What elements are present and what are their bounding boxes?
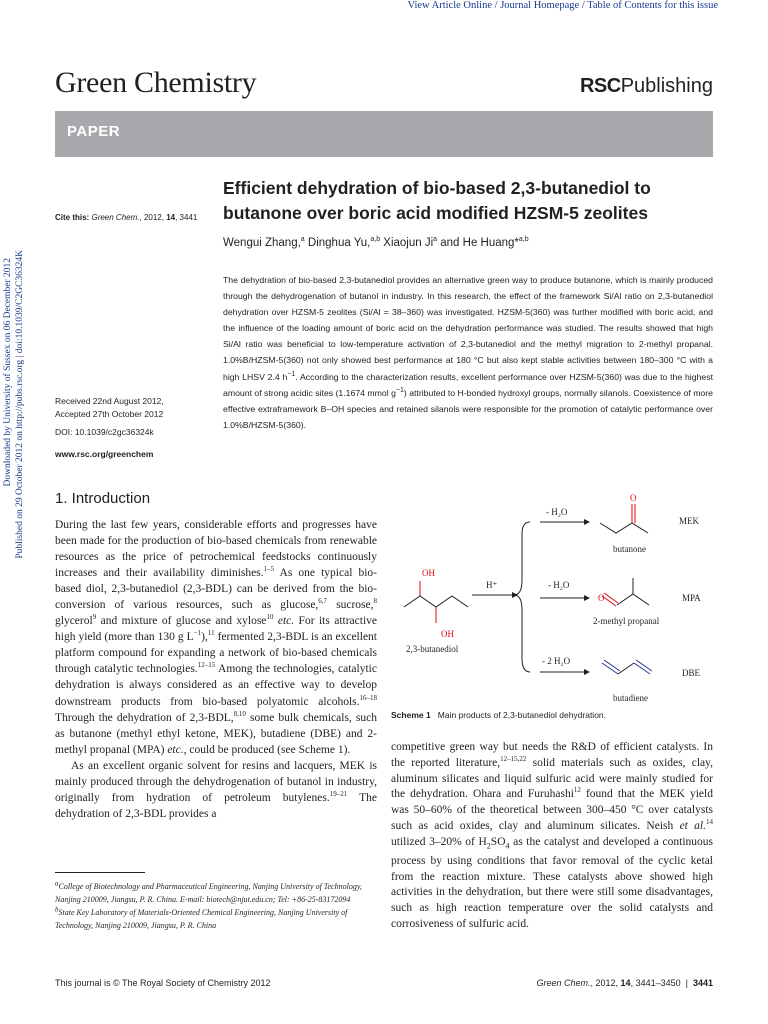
received-date: Received 22nd August 2012,	[55, 396, 164, 406]
copyright-footer: This journal is © The Royal Society of Chemistry 2012	[55, 978, 271, 988]
body-text: competitive green way but needs the R&D of efficient catalysts. In the reported literature,	[391, 741, 713, 769]
doi-link[interactable]: Published on 29 October 2012 on http://pubs.rsc.org | doi:10.1039/C2GC36324K	[15, 250, 25, 559]
footer-pages: , 3441–3450	[630, 978, 681, 988]
cite-page: , 3441	[175, 213, 198, 222]
author-list	[223, 237, 529, 249]
body-text: SO	[490, 835, 506, 848]
reference-citation[interactable]: 6,7	[318, 597, 328, 606]
body-text: etc.	[167, 743, 184, 756]
reference-citation[interactable]: 9	[92, 613, 97, 622]
view-article-link[interactable]: View Article Online	[407, 0, 493, 11]
body-text: The dehydration of 2,3-BDL provides a	[55, 791, 378, 820]
journal-name: Green Chemistry	[55, 66, 257, 99]
body-text: sucrose,	[327, 599, 374, 612]
affiliation-footnotes	[55, 880, 375, 932]
reference-citation[interactable]: 12–15	[197, 661, 216, 670]
butadiene-structure	[602, 660, 652, 674]
paragraph	[55, 517, 377, 758]
water-loss-label: - H₂O	[546, 507, 568, 517]
cite-label: Cite this:	[55, 213, 90, 222]
cite-this	[55, 213, 197, 222]
footnote-a	[55, 880, 375, 906]
butanediol-structure	[404, 581, 468, 623]
received-dates	[55, 395, 164, 421]
branch-brace	[514, 522, 530, 672]
body-text: For its attractive high yield (more than 130 g L	[55, 615, 377, 644]
affiliation-marker: a	[300, 236, 305, 244]
mpa-abbr: MPA	[682, 593, 701, 603]
download-info: Downloaded by University of Sussex on 06 December 2012	[3, 258, 13, 487]
reactant-label: 2,3-butanediol	[406, 644, 459, 654]
reference-citation[interactable]: 1–5	[263, 565, 275, 574]
journal-homepage-link[interactable]: Journal Homepage	[500, 0, 580, 11]
top-links	[408, 0, 719, 11]
affiliation-marker: a	[433, 236, 438, 244]
publisher-rsc: RSC	[579, 75, 621, 97]
introduction-body	[55, 517, 377, 822]
subscript: 2	[486, 841, 491, 851]
journal-url-link[interactable]: www.rsc.org/greenchem	[55, 449, 154, 459]
reference-citation[interactable]: 12	[573, 786, 581, 795]
abstract-text: The dehydration of bio-based 2,3-butanediol provides an alternative green way to produce butanone, which is mainly produced through the dehydrogenation of butanol in industry. In this research, the effect of the framework Si/Al ratio on 2,3-butanediol dehydration over HZSM-5 zeolites (Si/Al = 38–360) was investigated. HZSM-5(360) was further modified with boric acid, and the influence of the loading amount of boric acid on the dehydration performance was studied. The results showed that high Si/Al ratio was beneficial to low-temperature activation of 2,3-butanediol and the methyl migration to 2-methyl propanal. 1.0%B/HZSM-5(360) not only showed best performance at 180 °C but also kept stable activities between 180–300 °C with a high LHSV 2.4 h	[223, 275, 713, 382]
subscript: 4	[505, 841, 510, 851]
publisher-logo	[580, 75, 713, 98]
mek-abbr: MEK	[679, 516, 699, 526]
page-number: 3441	[692, 978, 713, 988]
superscript: −1	[395, 386, 404, 394]
arrowhead	[584, 595, 590, 601]
footnote-text: College of Biotechnology and Pharmaceutical Engineering, Nanjing University of Technology, Nanjing 210009, Jiangsu, P. R. China. E-mail: biotech@njut.edu.cn; Tel: +86-25-83172094	[55, 882, 362, 905]
arrowhead	[584, 669, 590, 675]
cite-journal: Green Chem.	[91, 213, 140, 222]
toc-link[interactable]: Table of Contents for this issue	[587, 0, 718, 11]
doi: DOI: 10.1039/c2gc36324k	[55, 427, 154, 437]
section-heading-introduction: 1. Introduction	[55, 490, 151, 507]
article-type-label: PAPER	[67, 123, 121, 140]
body-text: During the last few years, considerable efforts and progresses have been made for the production of bio-based chemicals from renewable resources as the price of petrochemical feedstocks continuously increases and their availability diminishes.	[55, 519, 377, 580]
reference-citation[interactable]: 8,10	[233, 709, 246, 718]
reference-citation[interactable]: 10	[266, 613, 274, 622]
footnote-divider	[55, 872, 145, 873]
footnote-b	[55, 906, 375, 932]
scheme-caption-text: Main products of 2,3-butanediol dehydration.	[437, 710, 607, 720]
cite-volume: 14	[166, 213, 176, 222]
butanone-label: butanone	[613, 544, 646, 554]
affiliation-marker: a	[55, 879, 59, 888]
footer-separator: |	[680, 978, 693, 988]
h-plus-label: H⁺	[486, 580, 498, 590]
affiliation-marker: a,b	[370, 236, 381, 244]
water-loss-label: - 2 H₂O	[542, 656, 571, 666]
body-text: solid materials such as oxides, clay, aluminum silicates and liquid sulfuric acid were mainly studied for the dehydration. Ohara and Furuhashi	[391, 756, 713, 801]
abstract-text: ) attributed to H-bonded hydroxyl groups, normally silanols. Coexistence of more effective extraframework B–OH species and retained silanols were responsible for the promotion of catalytic performance over 1.0%B/HZSM-5(360).	[223, 387, 713, 430]
aldehyde-o-label: O	[598, 593, 605, 603]
superscript: −1	[193, 629, 202, 638]
body-text: utilized 3–20% of H	[391, 835, 487, 848]
oh-label-top: OH	[422, 568, 435, 578]
affiliation-marker: b	[55, 905, 59, 914]
reference-citation[interactable]: 12–15,22	[500, 754, 527, 763]
reference-citation[interactable]: 16–18	[359, 693, 377, 702]
reference-citation[interactable]: 14	[706, 818, 713, 827]
abstract-text: . According to the characterization results, excellent performance over HZSM-5(360) was due to the highest amount of strong acidic sites (1.1674 mmol g	[223, 371, 713, 398]
arrowhead	[584, 519, 590, 525]
publisher-rest: Publishing	[620, 75, 713, 97]
right-column-body	[391, 740, 713, 933]
footer-volume: 14	[620, 978, 631, 988]
reference-citation[interactable]: 19–21	[329, 789, 348, 798]
body-text: Through the dehydration of 2,3-BDL,	[55, 711, 234, 724]
link-separator: /	[492, 0, 501, 11]
cite-year: , 2012,	[139, 213, 167, 222]
author-name: Xiaojun Ji	[380, 237, 434, 249]
scheme-label: Scheme 1	[391, 710, 431, 720]
water-loss-label: - H₂O	[548, 580, 570, 590]
butadiene-label: butadiene	[613, 693, 648, 703]
abstract	[223, 272, 713, 433]
carbonyl-o-label: O	[630, 493, 637, 503]
body-text: , could be produced (see Scheme 1).	[183, 743, 351, 756]
body-text: As an excellent organic solvent for resins and lacquers, MEK is mainly produced through the dehydrogenation of butanol in industry, originally from hydration of petroleum butylenes.	[55, 759, 377, 804]
paragraph	[55, 758, 377, 822]
methylpropanal-label: 2-methyl propanal	[593, 616, 660, 626]
body-text: ),	[201, 631, 208, 644]
article-title: Efficient dehydration of bio-based 2,3-butanediol to butanone over boric acid modified HZSM-5 zeolites	[223, 178, 651, 223]
methylpropanal-structure	[602, 578, 649, 606]
body-text: as the catalyst and developed a continuous process by using conditions that favor removal of the cyclic ketal from the reaction mixture. These catalysts above showed high activities in the dehydration, but there were still some disadvantages, such as high reaction temperature over the solid catalysts and corrosiveness of sulfuric acid.	[391, 835, 713, 931]
download-sidebar	[3, 250, 25, 618]
reference-citation[interactable]: 8	[373, 597, 377, 606]
body-text: Among the technologies, catalytic dehydration is always considered as an effective way to develop downstream products from bio-based polyatomic alcohols.	[55, 663, 377, 708]
author-name: Dinghua Yu,	[304, 237, 371, 249]
page-footer	[536, 978, 713, 988]
body-text: et al.	[679, 819, 706, 832]
butanone-structure	[600, 504, 648, 533]
footer-year: , 2012,	[590, 978, 621, 988]
body-text: and mixture of glucose and xylose	[96, 615, 267, 628]
affiliation-marker: a,b	[518, 236, 529, 244]
body-text: As one typical bio-based diol, 2,3-butanediol (2,3-BDL) can be derived from the bio-conversion of various resources, such as glucose,	[55, 567, 377, 612]
author-name: Wengui Zhang,	[223, 237, 301, 249]
body-text: etc.	[273, 615, 295, 628]
body-text: glycerol	[55, 615, 93, 628]
footer-journal: Green Chem.	[536, 978, 591, 988]
footnote-text: State Key Laboratory of Materials-Oriented Chemical Engineering, Nanjing University of Technology, Nanjing 210009, Jiangsu, P. R. China	[55, 908, 348, 931]
reference-citation[interactable]: 11	[207, 629, 215, 638]
superscript: −1	[287, 370, 296, 378]
link-separator: /	[579, 0, 588, 11]
scheme-caption	[391, 710, 606, 720]
oh-label-bottom: OH	[441, 629, 454, 639]
accepted-date: Accepted 27th October 2012	[55, 409, 164, 419]
dbe-abbr: DBE	[682, 668, 700, 678]
body-text: some bulk chemicals, such as butanone (methyl ethyl ketone, MEK), butadiene (DBE) and 2-methyl propanal (MPA)	[55, 711, 377, 756]
article-type-banner	[55, 111, 713, 157]
author-name: and He Huang*	[437, 237, 519, 249]
body-text: found that the MEK yield was 50–60% of the theoretical between 300–450 °C over catalysts such as acid oxides, clay and aluminum silicates. Neish	[391, 788, 713, 832]
body-text: fermented 2,3-BDL is an excellent platform compound for expanding a network of bio-based chemicals through catalytic technologies.	[55, 631, 377, 676]
scheme-1-figure	[388, 490, 718, 710]
